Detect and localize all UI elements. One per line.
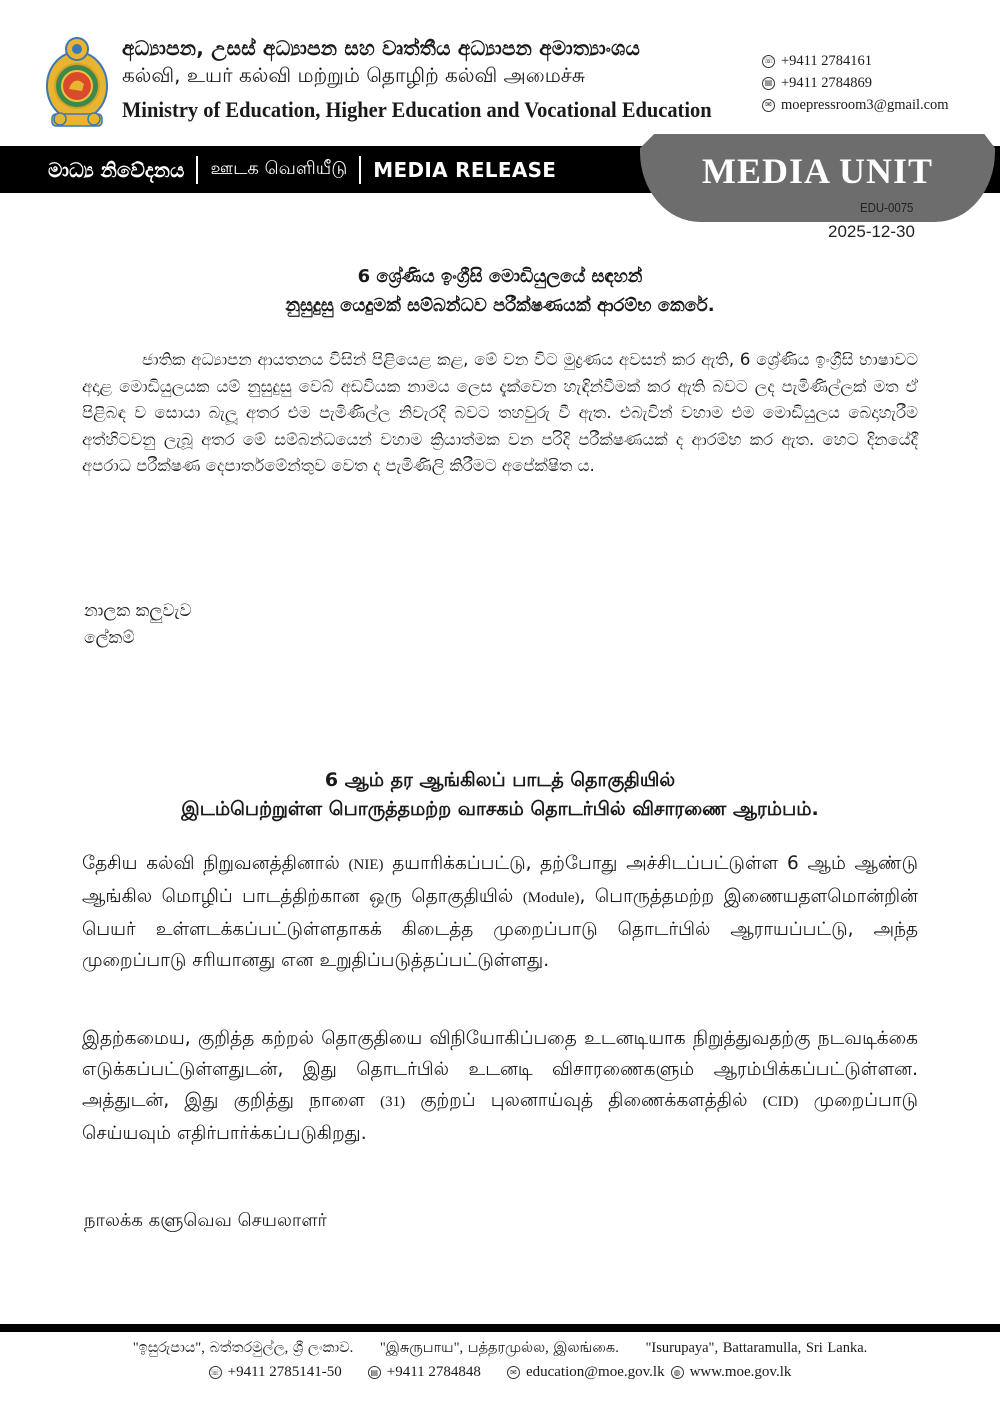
text-run: தயாரிக்கப்பட்டு, தற்போது அச்சிடப்பட்டுள்ள 6 ஆம் ஆண்டு ஆங்கில மொழிப் பாடத்திற்கான ஒரு தொகுதியில் [82, 853, 919, 907]
header-fax [762, 72, 949, 94]
state-emblem-logo [44, 34, 110, 130]
media-release-labels [48, 146, 556, 193]
media-release-sinhala: මාධ්‍ය නිවේදනය [48, 157, 185, 182]
tamil-signature: நாலக்க களுவெவ செயலாளர் [84, 1210, 327, 1231]
cid-abbrev: (CID) [762, 1094, 799, 1110]
address-tamil: "இசுருபாய", பத்தரமுல்ல, இலங்கை. [379, 1340, 619, 1356]
address-sinhala: "ඉසුරුපාය", බත්තරමුල්ල, ශ්‍රී ලංකාව. [132, 1340, 354, 1356]
tamil-title [0, 766, 1000, 824]
address-english: "Isurupaya", Battaramulla, Sri Lanka. [645, 1340, 868, 1356]
email-icon: ✉ [762, 99, 775, 112]
ministry-name-english: Ministry of Education, Higher Education and Vocational Education [122, 97, 712, 122]
module-term: (Module) [522, 890, 580, 906]
sinhala-signature [84, 598, 192, 652]
text-run: குற்றப் புலனாய்வுத் திணைக்களத்தில் [405, 1090, 763, 1111]
media-release-english: MEDIA RELEASE [373, 157, 557, 182]
fax-icon: ▤ [368, 1366, 381, 1379]
nie-abbrev: (NIE) [348, 857, 384, 873]
header-email-address[interactable]: moepressroom3@gmail.com [781, 97, 949, 113]
tamil-paragraph-2 [82, 1023, 918, 1149]
phone-icon: ☏ [209, 1366, 222, 1379]
header-fax-number: +9411 2784869 [781, 75, 873, 91]
header-phone-number: +9411 2784161 [781, 53, 873, 69]
sinhala-title [0, 262, 1000, 320]
text-run: இதற்கமைய, குறித்த கற்றல் தொகுதியை விநியோகிப்பதை உடனடியாக நிறுத்துவதற்கு நடவடிக்கை எடுக்கப்பட்டுள்ளதுடன், இது தொடர்பில் உடனடி விசாரணைகளும் ஆரம்பிக்கப்பட்டுள்ளன. அத்துடன், இது குறித்து நாளை [82, 1028, 918, 1111]
footer-website[interactable]: www.moe.gov.lk [689, 1364, 792, 1380]
phone-icon: ☏ [762, 55, 775, 68]
media-release-tamil: ஊடக வெளியீடு [210, 158, 348, 179]
tamil-paragraph-1 [82, 848, 918, 976]
globe-icon: ◍ [671, 1366, 684, 1379]
footer-email[interactable]: education@moe.gov.lk [525, 1364, 665, 1380]
ministry-name-tamil: கல்வி, உயர் கல்வி மற்றும் தொழிற் கல்வி அமைச்சு [122, 63, 585, 87]
header-email [762, 94, 949, 116]
header-contacts [762, 50, 949, 116]
media-unit-label: MEDIA UNIT [701, 151, 934, 191]
date-number: (31) [380, 1094, 406, 1110]
footer-rule [0, 1324, 1000, 1332]
sinhala-title-line2: නුසුදුසු යෙදුමක් සම්බන්ධව පරීක්ෂණයක් ආරම්භ කෙරේ. [285, 295, 715, 316]
ministry-name-sinhala: අධ්‍යාපන, උසස් අධ්‍යාපන සහ වෘත්තීය අධ්‍යාපන අමාත්‍යාංශය [122, 36, 641, 60]
text-run: , பொருத்தமற்ற இணையதளமொன்றின் பெயர் உள்ளடக்கப்பட்டுள்ளதாகக் கிடைத்த முறைப்பாடு தொடர்பில் ஆராயப்பட்டு, அந்த முறைப்பாடு சரியானது என உறுதிப்படுத்தப்பட்டுள்ளது. [82, 886, 918, 971]
sinhala-signatory-title: ලේකම් [84, 628, 135, 648]
sinhala-signatory-name: නාලක කලුවැව [84, 601, 192, 621]
footer-phone: +9411 2785141-50 [227, 1364, 342, 1380]
header-phone [762, 50, 949, 72]
sinhala-body: ජාතික අධ්‍යාපන ආයතනය විසින් පිළියෙළ කළ, මේ වන විට මුද්‍රණය අවසන් කර ඇති, 6 ශ්‍රේණිය ඉංග්‍රීසි භාෂාවට අදාළ මොඩියුලයක යම් නුසුදුසු වෙබ් අඩවියක නාමය ලෙස දැක්වෙන හැඳින්වීමක් කර ඇති බවට ලද පැමිණිල්ලක් මත ඒ පිළිබඳ ව සොයා බැලූ අතර එම පැමිණිල්ල නිවැරදි බවට තහවුරු වී ඇත. එබැවින් වහාම එම මොඩියුලය බෙදාහැරීම අත්හිටවනු ලැබූ අතර මේ සම්බන්ධයෙන් වහාම ක්‍රියාත්මක වන පරිදි පරීක්ෂණයක් ද ආරම්භ කර ඇත. හෙට දිනයේදී අපරාධ පරීක්ෂණ දෙපාර්තමේන්තුව වෙත ද පැමිණිලි කිරීමට අපේක්ෂිත ය. [82, 350, 918, 475]
text-run: முறைப்பாடு செய்யவும் எதிர்பார்க்கப்படுகிறது. [82, 1090, 918, 1144]
footer-fax: +9411 2784848 [386, 1364, 481, 1380]
tamil-title-line1: 6 ஆம் தர ஆங்கிலப் பாடத் தொகுதியில் [324, 769, 676, 791]
release-date: 2025-12-30 [828, 222, 915, 241]
email-icon: ✉ [507, 1366, 520, 1379]
divider [359, 156, 361, 184]
reference-number: EDU-0075 [860, 200, 914, 215]
text-run: தேசிய கல்வி நிறுவனத்தினால் [82, 853, 349, 874]
divider [196, 156, 198, 184]
fax-icon: ▤ [762, 77, 775, 90]
tamil-title-line2: இடம்பெற்றுள்ள பொருத்தமற்ற வாசகம் தொடர்பில் விசாரணை ஆரம்பம். [181, 798, 819, 820]
sinhala-title-line1: 6 ශ්‍රේණිය ඉංග්‍රීසි මොඩියුලයේ සඳහන් [357, 266, 643, 287]
footer-contacts [0, 1364, 1000, 1381]
footer-address [0, 1340, 1000, 1358]
